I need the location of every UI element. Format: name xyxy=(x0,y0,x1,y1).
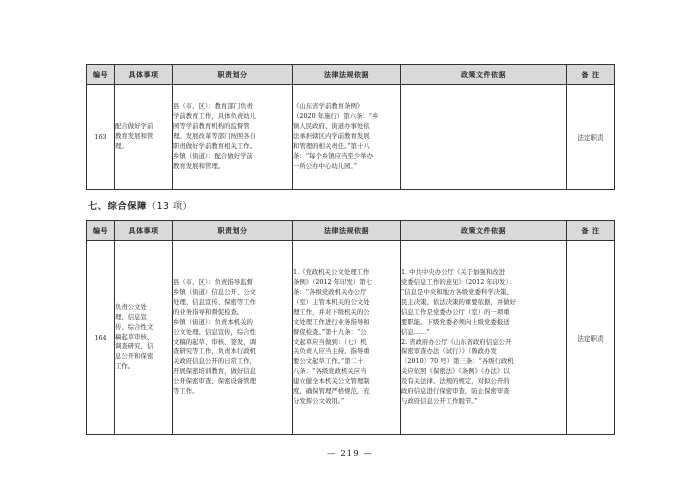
section-count: （13 项） xyxy=(146,201,193,212)
header-remark: 备 注 xyxy=(567,221,615,241)
duty-table-bottom xyxy=(86,220,615,435)
section-title xyxy=(88,198,192,212)
row-law: 1.《党政机关公文处理工作 条例》（2012 年印发）第七 条：“各级党政机关办公厅 （室）主管本机关的公文处 理工作，并对下级机关的公 文处理工作进行业务指导和 督促检查。”第十九条：“公 文起草应当做到：（七）机 关负责人应当主持、指导重 要公文起草工作。”第二十 八条：“各级党政机关应当 建立健全本机关公文管理制 度，确保管理严格规范，充 分发挥公文效用。” xyxy=(293,241,401,435)
header-item: 具体事项 xyxy=(115,221,173,241)
row-item: 配合做好学前 教育发展和管 理。 xyxy=(115,85,173,190)
table-header xyxy=(87,221,615,241)
header-duty: 职责划分 xyxy=(173,65,293,85)
duty-table-top xyxy=(86,64,615,190)
section-title-text: 七、综合保障 xyxy=(88,201,147,212)
table-row xyxy=(87,85,615,190)
row-number: 163 xyxy=(87,85,115,190)
header-no: 编号 xyxy=(87,65,115,85)
row-remark: 法定职责 xyxy=(567,85,615,190)
row-policy xyxy=(401,85,567,190)
header-law: 法律法规依据 xyxy=(293,221,401,241)
row-policy: 1. 中共中央办公厅《关于加强和改进 党委信息工作的意见》（2012 年印发）： “信息是中央和地方各级党委科学决策、 民主决策、依法决策的重要依据，并做好 信息工作是党委办公厅（室）的一项重 要职能。下级党委必须向上级党委报送 信息……” 2. 省政府办公厅《山东省政府信息公开 保密审查办法（试行）》（鲁政办发 〔2010〕70 号）第三条：“各级行政机 关应依照《保密法》《条例》《办法》以 及有关法律、法规的规定，对拟公开的 政府信息进行保密审查，防止保密审查 与政府信息公开工作脱节。” xyxy=(401,241,567,435)
header-no: 编号 xyxy=(87,221,115,241)
header-policy: 政策文件依据 xyxy=(401,221,567,241)
row-duty: 县（市、区）：教育部门负责 学前教育工作，具体负责幼儿 园等学前教育机构的监督管 理。发展改革等部门按照各自 职责做好学前教育相关工作。 乡镇（街道）：配合做好学前 教育发展和管理。 xyxy=(173,85,293,190)
header-remark: 备 注 xyxy=(567,65,615,85)
row-remark: 法定职责 xyxy=(567,241,615,435)
row-number: 164 xyxy=(87,241,115,435)
table-header xyxy=(87,65,615,85)
row-duty: 县（市、区）：负责指导监督 乡镇（街道）信息公开、公文 处理、信息宣传、保密等工作 的业务指导和督促检查。 乡镇（街道）：负责本机关的 公文处理、信息宣传，综合性 文稿的起草、审核、签发，调 查研究等工作，负责本行政机 关政府信息公开的日常工作， 开展保密培训教育，做好信息 公开保密审查、保密设备管理 等工作。 xyxy=(173,241,293,435)
table-row xyxy=(87,241,615,435)
page-number: — 219 — xyxy=(327,449,373,459)
header-item: 具体事项 xyxy=(115,65,173,85)
row-law: 《山东省学前教育条例》 （2020 年施行）第六条：“乡 镇人民政府、街道办事处依 法承担辖区内学前教育发展 和管理的相关责任。”第十八 条：“每个乡镇应当至少举办 一所公办中心幼儿园。” xyxy=(293,85,401,190)
row-item: 负责公文处 理、信息宣 传、综合性文 稿起草审核、 调查研究、信 息公开和保密 工作。 xyxy=(115,241,173,435)
header-duty: 职责划分 xyxy=(173,221,293,241)
header-law: 法律法规依据 xyxy=(293,65,401,85)
header-policy: 政策文件依据 xyxy=(401,65,567,85)
